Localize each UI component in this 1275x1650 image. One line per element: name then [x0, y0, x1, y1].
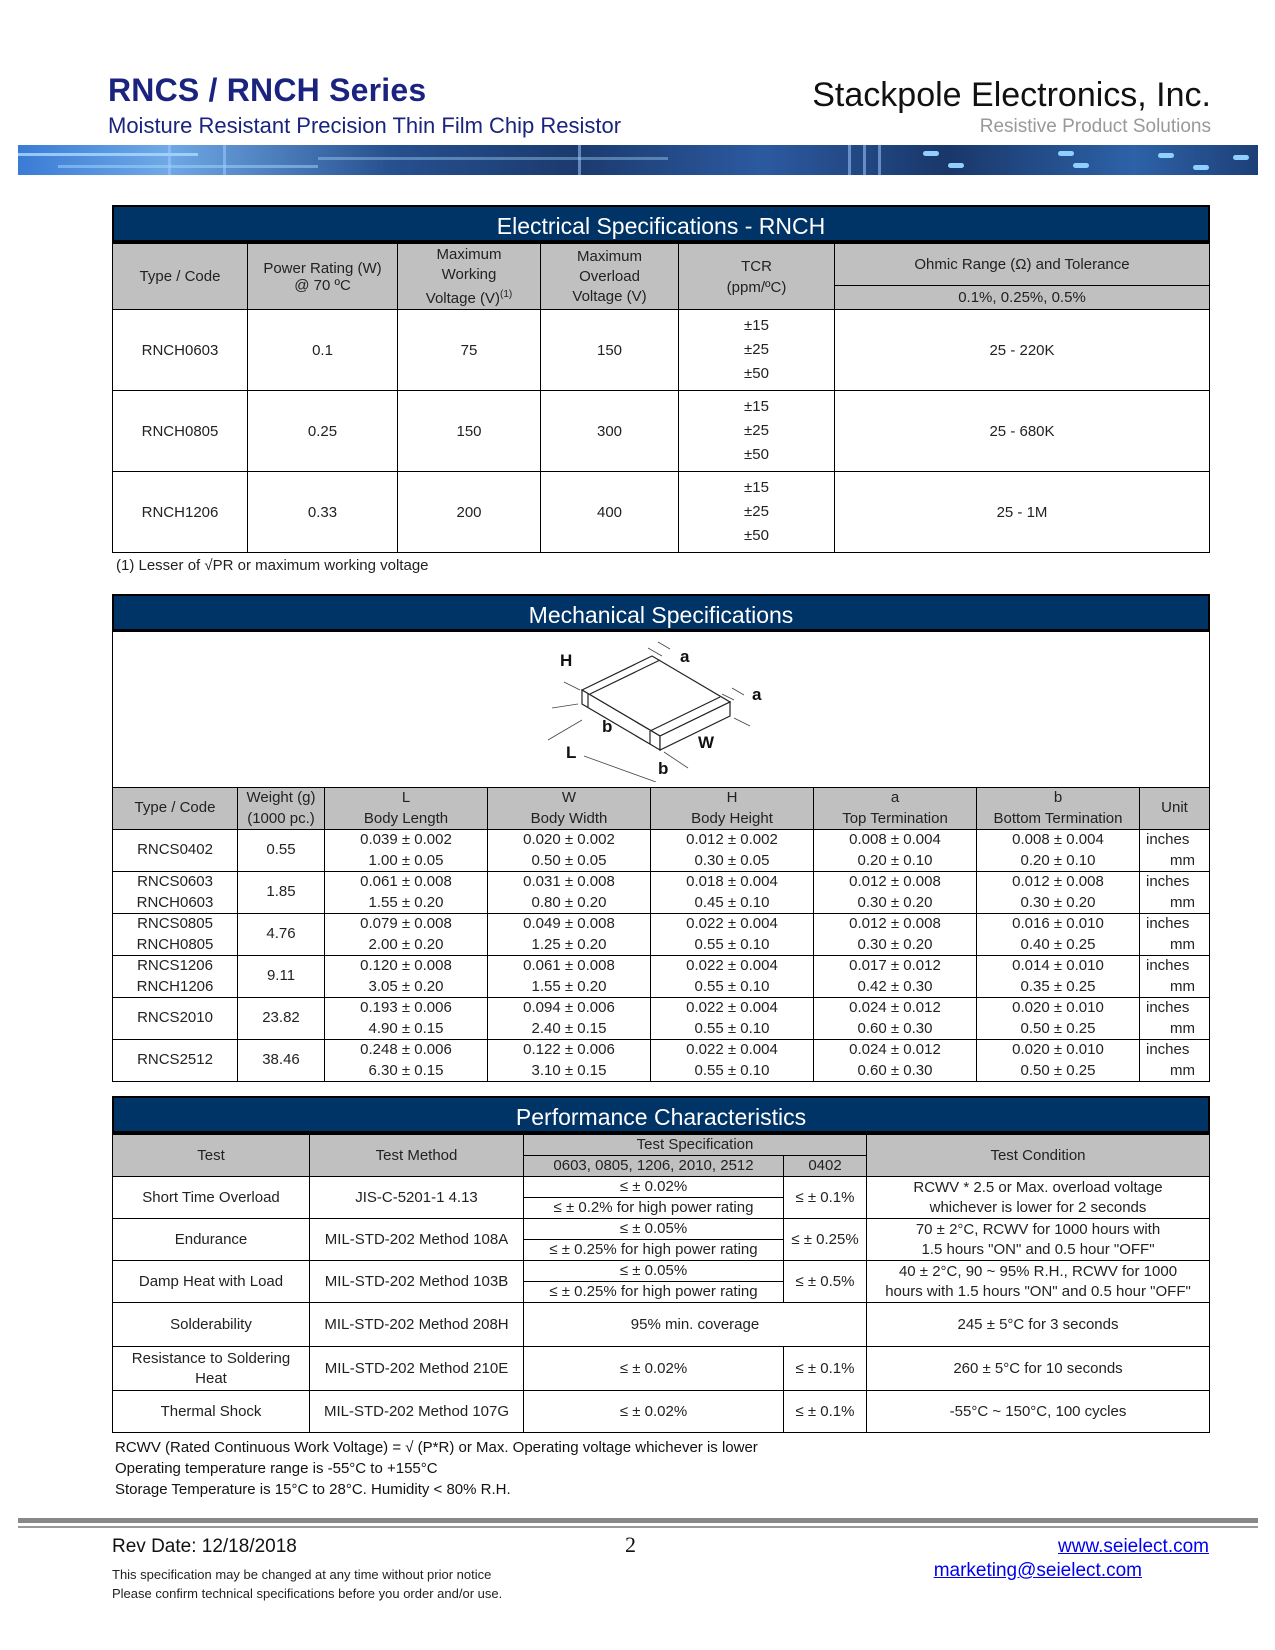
- max-overload-voltage: 150: [541, 310, 679, 391]
- col-header-body-length: L Body Length: [325, 788, 488, 830]
- col-header-spec-sizes: 0603, 0805, 1206, 2010, 2512: [524, 1156, 784, 1177]
- col-header-type: Type / Code: [113, 244, 248, 310]
- body-length: 0.061 ± 0.008 1.55 ± 0.20: [325, 872, 488, 914]
- col-header-tcr: TCR (ppm/ºC): [679, 244, 835, 310]
- max-overload-voltage: 400: [541, 472, 679, 553]
- table-row: [113, 998, 1210, 1040]
- spec-value: ≤ ± 0.05%: [524, 1261, 784, 1282]
- col-header-test-specification: Test Specification: [524, 1135, 867, 1156]
- electrical-specs-table: [112, 243, 1210, 553]
- bottom-termination: 0.020 ± 0.010 0.50 ± 0.25: [977, 998, 1140, 1040]
- section-title: Mechanical Specifications: [112, 594, 1210, 632]
- weight: 38.46: [238, 1040, 325, 1082]
- spec-value: ≤ ± 0.02%: [524, 1177, 784, 1198]
- spec-0402: ≤ ± 0.25%: [784, 1219, 867, 1261]
- product-subtitle: Moisture Resistant Precision Thin Film Chip Resistor: [108, 113, 622, 138]
- body-height: 0.022 ± 0.004 0.55 ± 0.10: [651, 914, 814, 956]
- body-height: 0.022 ± 0.004 0.55 ± 0.10: [651, 998, 814, 1040]
- chip-resistor-drawing-icon: [538, 640, 778, 782]
- tcr-values: ±15 ±25 ±50: [679, 391, 835, 472]
- spec-0402: ≤ ± 0.1%: [784, 1347, 867, 1391]
- website-link[interactable]: www.seielect.com: [1058, 1536, 1209, 1557]
- bottom-termination: 0.014 ± 0.010 0.35 ± 0.25: [977, 956, 1140, 998]
- type-code: RNCS0402: [113, 830, 238, 872]
- svg-text:H: H: [560, 651, 573, 670]
- spec-value-high-power: ≤ ± 0.25% for high power rating: [524, 1282, 784, 1303]
- weight: 0.55: [238, 830, 325, 872]
- col-header-spec-0402: 0402: [784, 1156, 867, 1177]
- col-header-test: Test: [113, 1135, 310, 1177]
- top-termination: 0.012 ± 0.008 0.30 ± 0.20: [814, 914, 977, 956]
- table-row: [113, 1347, 1210, 1391]
- svg-text:L: L: [566, 743, 577, 762]
- col-header-body-height: H Body Height: [651, 788, 814, 830]
- table-row: [113, 1040, 1210, 1082]
- spec-value: ≤ ± 0.02%: [524, 1347, 784, 1391]
- weight: 4.76: [238, 914, 325, 956]
- power-rating: 0.1: [248, 310, 398, 391]
- body-width: 0.020 ± 0.002 0.50 ± 0.05: [488, 830, 651, 872]
- body-height: 0.012 ± 0.002 0.30 ± 0.05: [651, 830, 814, 872]
- circuit-banner-image: [18, 145, 1258, 175]
- test-method: MIL-STD-202 Method 208H: [310, 1303, 524, 1347]
- weight: 23.82: [238, 998, 325, 1040]
- performance-characteristics-section: [112, 1096, 1210, 1433]
- type-code: RNCH1206: [113, 472, 248, 553]
- type-code: RNCS2010: [113, 998, 238, 1040]
- test-name: Endurance: [113, 1219, 310, 1261]
- test-method: JIS-C-5201-1 4.13: [310, 1177, 524, 1219]
- power-rating: 0.25: [248, 391, 398, 472]
- chip-dimension-diagram: [112, 632, 1210, 787]
- body-width: 0.031 ± 0.008 0.80 ± 0.20: [488, 872, 651, 914]
- test-method: MIL-STD-202 Method 210E: [310, 1347, 524, 1391]
- col-header-ohmic-range: Ohmic Range (Ω) and Tolerance: [835, 244, 1210, 286]
- table-row: [113, 1177, 1210, 1198]
- weight: 9.11: [238, 956, 325, 998]
- top-termination: 0.024 ± 0.012 0.60 ± 0.30: [814, 1040, 977, 1082]
- unit: inches mm: [1140, 1040, 1210, 1082]
- col-header-tolerance: 0.1%, 0.25%, 0.5%: [835, 286, 1210, 310]
- test-method: MIL-STD-202 Method 103B: [310, 1261, 524, 1303]
- unit: inches mm: [1140, 830, 1210, 872]
- page-number: 2: [625, 1532, 636, 1557]
- spec-value: ≤ ± 0.02%: [524, 1391, 784, 1433]
- table-row: [113, 1219, 1210, 1240]
- test-condition: 40 ± 2°C, 90 ~ 95% R.H., RCWV for 1000 hours with 1.5 hours "ON" and 0.5 hour "OFF": [867, 1261, 1210, 1303]
- ohmic-range: 25 - 1M: [835, 472, 1210, 553]
- svg-text:W: W: [698, 733, 715, 752]
- table-row: [113, 1261, 1210, 1282]
- note-rcwv: RCWV (Rated Continuous Work Voltage) = √ (P*R) or Max. Operating voltage whichever is lower: [115, 1439, 758, 1456]
- body-width: 0.061 ± 0.008 1.55 ± 0.20: [488, 956, 651, 998]
- col-header-power: Power Rating (W) @ 70 ºC: [248, 244, 398, 310]
- bottom-termination: 0.020 ± 0.010 0.50 ± 0.25: [977, 1040, 1140, 1082]
- body-length: 0.079 ± 0.008 2.00 ± 0.20: [325, 914, 488, 956]
- bottom-termination: 0.008 ± 0.004 0.20 ± 0.10: [977, 830, 1140, 872]
- max-working-voltage: 150: [398, 391, 541, 472]
- weight: 1.85: [238, 872, 325, 914]
- type-code: RNCH0805: [113, 391, 248, 472]
- col-header-max-working: Maximum Working Voltage $(V)^{(1)}$: [398, 244, 541, 310]
- bottom-termination: 0.016 ± 0.010 0.40 ± 0.25: [977, 914, 1140, 956]
- table-row: [113, 872, 1210, 914]
- spec-0402: ≤ ± 0.5%: [784, 1261, 867, 1303]
- top-termination: 0.017 ± 0.012 0.42 ± 0.30: [814, 956, 977, 998]
- table-row: [113, 472, 1210, 553]
- body-height: 0.022 ± 0.004 0.55 ± 0.10: [651, 956, 814, 998]
- test-name: Damp Heat with Load: [113, 1261, 310, 1303]
- max-working-voltage: 200: [398, 472, 541, 553]
- unit: inches mm: [1140, 872, 1210, 914]
- test-condition: 245 ± 5°C for 3 seconds: [867, 1303, 1210, 1347]
- table-row: [113, 1391, 1210, 1433]
- table-row: [113, 830, 1210, 872]
- note-storage-temp: Storage Temperature is 15°C to 28°C. Humidity < 80% R.H.: [115, 1481, 511, 1498]
- performance-notes: [115, 1437, 758, 1500]
- body-height: 0.022 ± 0.004 0.55 ± 0.10: [651, 1040, 814, 1082]
- body-length: 0.039 ± 0.002 1.00 ± 0.05: [325, 830, 488, 872]
- col-header-body-width: W Body Width: [488, 788, 651, 830]
- max-working-voltage: 75: [398, 310, 541, 391]
- test-name: Thermal Shock: [113, 1391, 310, 1433]
- power-rating: 0.33: [248, 472, 398, 553]
- body-height: 0.018 ± 0.004 0.45 ± 0.10: [651, 872, 814, 914]
- company-tagline: Resistive Product Solutions: [979, 116, 1211, 137]
- svg-text:b: b: [658, 759, 669, 778]
- test-method: MIL-STD-202 Method 107G: [310, 1391, 524, 1433]
- col-header-unit: Unit: [1140, 788, 1210, 830]
- bottom-termination: 0.012 ± 0.008 0.30 ± 0.20: [977, 872, 1140, 914]
- spec-value: ≤ ± 0.05%: [524, 1219, 784, 1240]
- unit: inches mm: [1140, 956, 1210, 998]
- test-method: MIL-STD-202 Method 108A: [310, 1219, 524, 1261]
- electrical-specifications-section: [112, 205, 1210, 578]
- spec-value-high-power: ≤ ± 0.25% for high power rating: [524, 1240, 784, 1261]
- type-code: RNCH0603: [113, 310, 248, 391]
- type-code: RNCS0805 RNCH0805: [113, 914, 238, 956]
- ohmic-range: 25 - 220K: [835, 310, 1210, 391]
- test-name: Short Time Overload: [113, 1177, 310, 1219]
- col-header-test-condition: Test Condition: [867, 1135, 1210, 1177]
- body-width: 0.094 ± 0.006 2.40 ± 0.15: [488, 998, 651, 1040]
- unit: inches mm: [1140, 998, 1210, 1040]
- performance-table: [112, 1134, 1210, 1433]
- col-header-top-termination: a Top Termination: [814, 788, 977, 830]
- table-row: [113, 956, 1210, 998]
- company-name: Stackpole Electronics, Inc.: [812, 76, 1211, 114]
- col-header-test-method: Test Method: [310, 1135, 524, 1177]
- unit: inches mm: [1140, 914, 1210, 956]
- electrical-footnote: (1) Lesser of √PR or maximum working voltage: [116, 557, 429, 574]
- col-header-bottom-termination: b Bottom Termination: [977, 788, 1140, 830]
- note-operating-temp: Operating temperature range is -55°C to +155°C: [115, 1460, 438, 1477]
- test-condition: 70 ± 2°C, RCWV for 1000 hours with 1.5 hours "ON" and 0.5 hour "OFF": [867, 1219, 1210, 1261]
- col-header-type: Type / Code: [113, 788, 238, 830]
- section-title: Electrical Specifications - RNCH: [112, 205, 1210, 243]
- footer-divider: [18, 1518, 1258, 1523]
- disclaimer: This specification may be changed at any time without prior notice Please confirm technical specifications before you order and/or use.: [112, 1567, 503, 1601]
- col-header-max-overload: Maximum Overload Voltage (V): [541, 244, 679, 310]
- mechanical-specifications-section: [112, 594, 1210, 1082]
- revision-date: Rev Date: 12/18/2018: [112, 1536, 297, 1557]
- top-termination: 0.008 ± 0.004 0.20 ± 0.10: [814, 830, 977, 872]
- test-condition: -55°C ~ 150°C, 100 cycles: [867, 1391, 1210, 1433]
- type-code: RNCS0603 RNCH0603: [113, 872, 238, 914]
- test-condition: 260 ± 5°C for 10 seconds: [867, 1347, 1210, 1391]
- type-code: RNCS1206 RNCH1206: [113, 956, 238, 998]
- series-title: RNCS / RNCH Series: [108, 72, 427, 108]
- table-row: [113, 310, 1210, 391]
- mechanical-specs-table: [112, 787, 1210, 1082]
- spec-0402: ≤ ± 0.1%: [784, 1391, 867, 1433]
- test-name: Solderability: [113, 1303, 310, 1347]
- col-header-weight: Weight (g) (1000 pc.): [238, 788, 325, 830]
- ohmic-range: 25 - 680K: [835, 391, 1210, 472]
- body-length: 0.193 ± 0.006 4.90 ± 0.15: [325, 998, 488, 1040]
- top-termination: 0.024 ± 0.012 0.60 ± 0.30: [814, 998, 977, 1040]
- spec-0402: ≤ ± 0.1%: [784, 1177, 867, 1219]
- spec-value: 95% min. coverage: [524, 1303, 867, 1347]
- body-width: 0.122 ± 0.006 3.10 ± 0.15: [488, 1040, 651, 1082]
- test-name: Resistance to Soldering Heat: [113, 1347, 310, 1391]
- table-row: [113, 1303, 1210, 1347]
- section-title: Performance Characteristics: [112, 1096, 1210, 1134]
- table-row: [113, 914, 1210, 956]
- body-length: 0.120 ± 0.008 3.05 ± 0.20: [325, 956, 488, 998]
- tcr-values: ±15 ±25 ±50: [679, 472, 835, 553]
- test-condition: RCWV * 2.5 or Max. overload voltage whichever is lower for 2 seconds: [867, 1177, 1210, 1219]
- svg-text:a: a: [752, 685, 762, 704]
- type-code: RNCS2512: [113, 1040, 238, 1082]
- email-link[interactable]: marketing@seielect.com: [933, 1560, 1142, 1581]
- svg-text:b: b: [602, 717, 613, 736]
- table-row: [113, 391, 1210, 472]
- svg-text:a: a: [680, 647, 690, 666]
- top-termination: 0.012 ± 0.008 0.30 ± 0.20: [814, 872, 977, 914]
- body-length: 0.248 ± 0.006 6.30 ± 0.15: [325, 1040, 488, 1082]
- spec-value-high-power: ≤ ± 0.2% for high power rating: [524, 1198, 784, 1219]
- max-overload-voltage: 300: [541, 391, 679, 472]
- footer-divider-thin: [18, 1526, 1258, 1528]
- body-width: 0.049 ± 0.008 1.25 ± 0.20: [488, 914, 651, 956]
- tcr-values: ±15 ±25 ±50: [679, 310, 835, 391]
